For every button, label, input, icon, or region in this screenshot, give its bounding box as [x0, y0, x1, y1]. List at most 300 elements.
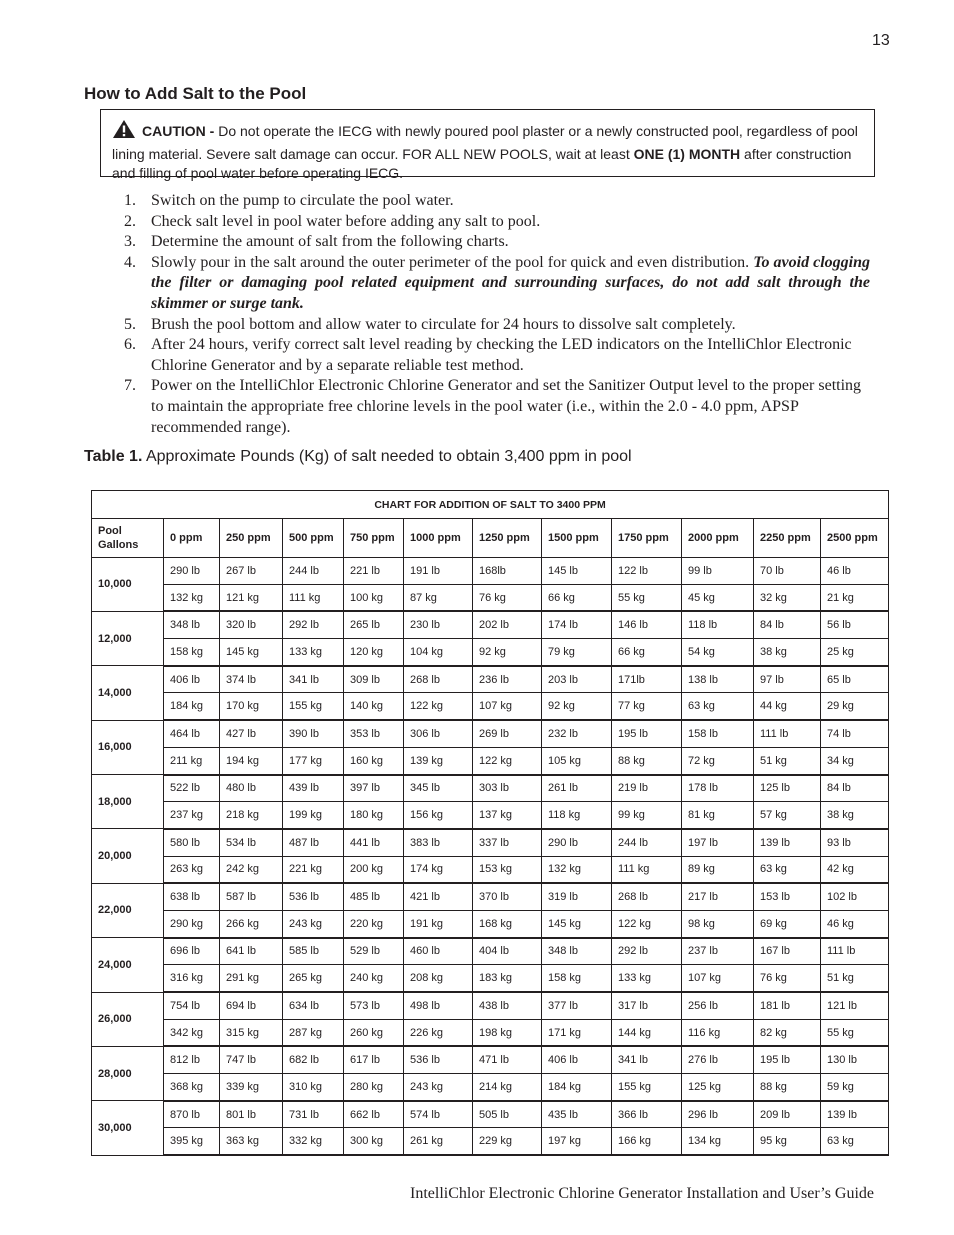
- column-header: 2250 ppm: [754, 519, 821, 558]
- pounds-cell: 505 lb: [473, 1101, 542, 1128]
- kilograms-cell: 290 kg: [164, 910, 220, 937]
- pounds-cell: 267 lb: [220, 558, 283, 585]
- pounds-cell: 102 lb: [821, 883, 889, 910]
- table-row: [92, 910, 889, 937]
- pounds-cell: 138 lb: [682, 666, 754, 693]
- kilograms-cell: 183 kg: [473, 965, 542, 992]
- pounds-cell: 377 lb: [542, 992, 612, 1019]
- step-text: Slowly pour in the salt around the outer perimeter of the pool for quick and even distribution.: [151, 253, 754, 271]
- step-text: After 24 hours, verify correct salt level reading by checking the LED indicators on the IntelliChlor Electronic Chlorine Generator and by a separate reliable test method.: [151, 336, 852, 374]
- kilograms-cell: 95 kg: [754, 1128, 821, 1155]
- kilograms-cell: 69 kg: [754, 910, 821, 937]
- column-header: 1500 ppm: [542, 519, 612, 558]
- pounds-cell: 617 lb: [344, 1046, 404, 1073]
- kilograms-cell: 139 kg: [404, 747, 473, 774]
- kilograms-cell: 29 kg: [821, 693, 889, 720]
- pounds-cell: 536 lb: [283, 883, 344, 910]
- step-item: [114, 232, 870, 253]
- pounds-cell: 74 lb: [821, 720, 889, 747]
- pounds-cell: 319 lb: [542, 883, 612, 910]
- column-header: 2500 ppm: [821, 519, 889, 558]
- pounds-cell: 84 lb: [754, 611, 821, 638]
- kilograms-cell: 92 kg: [542, 693, 612, 720]
- kilograms-cell: 98 kg: [682, 910, 754, 937]
- kilograms-cell: 153 kg: [473, 856, 542, 883]
- pounds-cell: 441 lb: [344, 829, 404, 856]
- kilograms-cell: 51 kg: [754, 747, 821, 774]
- kilograms-cell: 54 kg: [682, 639, 754, 666]
- pool-gallons-header-line: Pool: [98, 525, 122, 537]
- pounds-cell: 121 lb: [821, 992, 889, 1019]
- table-row: [92, 829, 889, 856]
- pounds-cell: 464 lb: [164, 720, 220, 747]
- kilograms-cell: 57 kg: [754, 802, 821, 829]
- kilograms-cell: 300 kg: [344, 1128, 404, 1155]
- kilograms-cell: 45 kg: [682, 584, 754, 611]
- table-row: [92, 1074, 889, 1101]
- pounds-cell: 337 lb: [473, 829, 542, 856]
- kilograms-cell: 76 kg: [754, 965, 821, 992]
- pounds-cell: 99 lb: [682, 558, 754, 585]
- pounds-cell: 46 lb: [821, 558, 889, 585]
- kilograms-cell: 88 kg: [612, 747, 682, 774]
- pounds-cell: 404 lb: [473, 938, 542, 965]
- kilograms-cell: 198 kg: [473, 1019, 542, 1046]
- pool-gallons-cell: 20,000: [92, 829, 164, 883]
- kilograms-cell: 395 kg: [164, 1128, 220, 1155]
- pounds-cell: 191 lb: [404, 558, 473, 585]
- kilograms-cell: 88 kg: [754, 1074, 821, 1101]
- kilograms-cell: 111 kg: [283, 584, 344, 611]
- kilograms-cell: 342 kg: [164, 1019, 220, 1046]
- pounds-cell: 139 lb: [821, 1101, 889, 1128]
- pounds-cell: 118 lb: [682, 611, 754, 638]
- pounds-cell: 870 lb: [164, 1101, 220, 1128]
- pounds-cell: 574 lb: [404, 1101, 473, 1128]
- table-row: [92, 666, 889, 693]
- pounds-cell: 221 lb: [344, 558, 404, 585]
- pool-gallons-cell: 28,000: [92, 1046, 164, 1100]
- pounds-cell: 153 lb: [754, 883, 821, 910]
- table-row: [92, 965, 889, 992]
- pool-gallons-cell: 12,000: [92, 611, 164, 665]
- kilograms-cell: 166 kg: [612, 1128, 682, 1155]
- kilograms-cell: 315 kg: [220, 1019, 283, 1046]
- pounds-cell: 460 lb: [404, 938, 473, 965]
- pounds-cell: 682 lb: [283, 1046, 344, 1073]
- kilograms-cell: 77 kg: [612, 693, 682, 720]
- kilograms-cell: 211 kg: [164, 747, 220, 774]
- kilograms-cell: 155 kg: [283, 693, 344, 720]
- step-text: Brush the pool bottom and allow water to circulate for 24 hours to dissolve salt completely.: [151, 315, 736, 333]
- kilograms-cell: 229 kg: [473, 1128, 542, 1155]
- pounds-cell: 801 lb: [220, 1101, 283, 1128]
- caution-text: Do not operate the IECG with newly poured pool plaster or a newly constructed pool, regardless of pool lining material. Severe salt damage can occur. FOR ALL NEW POOLS, wait at least: [112, 123, 858, 162]
- pool-gallons-header: [92, 519, 164, 558]
- table-row: [92, 883, 889, 910]
- kilograms-cell: 332 kg: [283, 1128, 344, 1155]
- kilograms-cell: 191 kg: [404, 910, 473, 937]
- pounds-cell: 237 lb: [682, 938, 754, 965]
- kilograms-cell: 260 kg: [344, 1019, 404, 1046]
- pounds-cell: 374 lb: [220, 666, 283, 693]
- kilograms-cell: 266 kg: [220, 910, 283, 937]
- step-item: [114, 335, 870, 376]
- kilograms-cell: 199 kg: [283, 802, 344, 829]
- kilograms-cell: 38 kg: [821, 802, 889, 829]
- pounds-cell: 168lb: [473, 558, 542, 585]
- kilograms-cell: 132 kg: [542, 856, 612, 883]
- kilograms-cell: 171 kg: [542, 1019, 612, 1046]
- pounds-cell: 217 lb: [682, 883, 754, 910]
- column-header: 500 ppm: [283, 519, 344, 558]
- kilograms-cell: 237 kg: [164, 802, 220, 829]
- caution-emphasis: ONE (1) MONTH: [633, 145, 741, 162]
- kilograms-cell: 218 kg: [220, 802, 283, 829]
- pounds-cell: 230 lb: [404, 611, 473, 638]
- pounds-cell: 93 lb: [821, 829, 889, 856]
- pounds-cell: 383 lb: [404, 829, 473, 856]
- pounds-cell: 195 lb: [754, 1046, 821, 1073]
- pounds-cell: 487 lb: [283, 829, 344, 856]
- kilograms-cell: 180 kg: [344, 802, 404, 829]
- pounds-cell: 209 lb: [754, 1101, 821, 1128]
- pool-gallons-cell: 24,000: [92, 938, 164, 992]
- pounds-cell: 269 lb: [473, 720, 542, 747]
- kilograms-cell: 100 kg: [344, 584, 404, 611]
- kilograms-cell: 280 kg: [344, 1074, 404, 1101]
- caution-text-end: after construction and filling of pool water before operating IECG.: [112, 145, 852, 181]
- kilograms-cell: 145 kg: [542, 910, 612, 937]
- pounds-cell: 171lb: [612, 666, 682, 693]
- step-item: [114, 376, 870, 438]
- pounds-cell: 641 lb: [220, 938, 283, 965]
- pounds-cell: 471 lb: [473, 1046, 542, 1073]
- pounds-cell: 731 lb: [283, 1101, 344, 1128]
- pounds-cell: 522 lb: [164, 775, 220, 802]
- column-header: 1250 ppm: [473, 519, 542, 558]
- kilograms-cell: 122 kg: [404, 693, 473, 720]
- kilograms-cell: 66 kg: [612, 639, 682, 666]
- step-number: 5.: [124, 315, 136, 333]
- kilograms-cell: 107 kg: [473, 693, 542, 720]
- pounds-cell: 435 lb: [542, 1101, 612, 1128]
- pounds-cell: 219 lb: [612, 775, 682, 802]
- kilograms-cell: 184 kg: [164, 693, 220, 720]
- pounds-cell: 585 lb: [283, 938, 344, 965]
- kilograms-cell: 38 kg: [754, 639, 821, 666]
- kilograms-cell: 208 kg: [404, 965, 473, 992]
- kilograms-cell: 156 kg: [404, 802, 473, 829]
- kilograms-cell: 82 kg: [754, 1019, 821, 1046]
- kilograms-cell: 291 kg: [220, 965, 283, 992]
- kilograms-cell: 197 kg: [542, 1128, 612, 1155]
- pool-gallons-cell: 30,000: [92, 1101, 164, 1155]
- kilograms-cell: 134 kg: [682, 1128, 754, 1155]
- step-number: 2.: [124, 212, 136, 230]
- pounds-cell: 303 lb: [473, 775, 542, 802]
- kilograms-cell: 220 kg: [344, 910, 404, 937]
- table-row: [92, 558, 889, 585]
- kilograms-cell: 226 kg: [404, 1019, 473, 1046]
- column-header-row: [92, 519, 889, 558]
- kilograms-cell: 265 kg: [283, 965, 344, 992]
- pounds-cell: 320 lb: [220, 611, 283, 638]
- pounds-cell: 812 lb: [164, 1046, 220, 1073]
- kilograms-cell: 133 kg: [612, 965, 682, 992]
- kilograms-cell: 144 kg: [612, 1019, 682, 1046]
- pounds-cell: 498 lb: [404, 992, 473, 1019]
- kilograms-cell: 132 kg: [164, 584, 220, 611]
- kilograms-cell: 34 kg: [821, 747, 889, 774]
- kilograms-cell: 363 kg: [220, 1128, 283, 1155]
- table-row: [92, 938, 889, 965]
- pounds-cell: 438 lb: [473, 992, 542, 1019]
- page-number: 13: [872, 32, 890, 49]
- pounds-cell: 167 lb: [754, 938, 821, 965]
- kilograms-cell: 107 kg: [682, 965, 754, 992]
- kilograms-cell: 145 kg: [220, 639, 283, 666]
- kilograms-cell: 125 kg: [682, 1074, 754, 1101]
- kilograms-cell: 240 kg: [344, 965, 404, 992]
- pounds-cell: 256 lb: [682, 992, 754, 1019]
- pounds-cell: 341 lb: [612, 1046, 682, 1073]
- pounds-cell: 292 lb: [612, 938, 682, 965]
- kilograms-cell: 87 kg: [404, 584, 473, 611]
- pounds-cell: 268 lb: [404, 666, 473, 693]
- pounds-cell: 348 lb: [542, 938, 612, 965]
- kilograms-cell: 214 kg: [473, 1074, 542, 1101]
- step-number: 7.: [124, 377, 136, 395]
- kilograms-cell: 122 kg: [473, 747, 542, 774]
- kilograms-cell: 158 kg: [542, 965, 612, 992]
- kilograms-cell: 105 kg: [542, 747, 612, 774]
- pounds-cell: 406 lb: [164, 666, 220, 693]
- step-text: Switch on the pump to circulate the pool water.: [151, 192, 454, 209]
- pounds-cell: 111 lb: [754, 720, 821, 747]
- warning-triangle-icon: [112, 119, 136, 145]
- pounds-cell: 268 lb: [612, 883, 682, 910]
- kilograms-cell: 72 kg: [682, 747, 754, 774]
- pounds-cell: 65 lb: [821, 666, 889, 693]
- kilograms-cell: 51 kg: [821, 965, 889, 992]
- column-header: 2000 ppm: [682, 519, 754, 558]
- pounds-cell: 56 lb: [821, 611, 889, 638]
- step-item: [114, 191, 870, 212]
- column-header: 1750 ppm: [612, 519, 682, 558]
- table-row: [92, 611, 889, 638]
- kilograms-cell: 160 kg: [344, 747, 404, 774]
- footer-guide-title: IntelliChlor Electronic Chlorine Generator Installation and User’s Guide: [410, 1185, 875, 1202]
- table-row: [92, 992, 889, 1019]
- column-header: 250 ppm: [220, 519, 283, 558]
- kilograms-cell: 133 kg: [283, 639, 344, 666]
- kilograms-cell: 368 kg: [164, 1074, 220, 1101]
- pounds-cell: 145 lb: [542, 558, 612, 585]
- chart-body: [92, 558, 889, 1156]
- pounds-cell: 276 lb: [682, 1046, 754, 1073]
- pounds-cell: 534 lb: [220, 829, 283, 856]
- pounds-cell: 292 lb: [283, 611, 344, 638]
- table-row: [92, 693, 889, 720]
- pounds-cell: 130 lb: [821, 1046, 889, 1073]
- column-header: 1000 ppm: [404, 519, 473, 558]
- pool-gallons-cell: 26,000: [92, 992, 164, 1046]
- kilograms-cell: 158 kg: [164, 639, 220, 666]
- pounds-cell: 406 lb: [542, 1046, 612, 1073]
- pounds-cell: 587 lb: [220, 883, 283, 910]
- kilograms-cell: 25 kg: [821, 639, 889, 666]
- instruction-steps: [114, 191, 870, 438]
- step-text: Determine the amount of salt from the following charts.: [151, 233, 509, 251]
- step-number: 4.: [124, 253, 136, 271]
- pounds-cell: 439 lb: [283, 775, 344, 802]
- pounds-cell: 427 lb: [220, 720, 283, 747]
- step-item: [114, 315, 870, 336]
- table-row: [92, 639, 889, 666]
- column-header: 750 ppm: [344, 519, 404, 558]
- caution-box: [100, 109, 875, 181]
- pounds-cell: 181 lb: [754, 992, 821, 1019]
- table-row: [92, 1101, 889, 1128]
- pounds-cell: 296 lb: [682, 1101, 754, 1128]
- kilograms-cell: 184 kg: [542, 1074, 612, 1101]
- pounds-cell: 202 lb: [473, 611, 542, 638]
- pool-gallons-cell: 18,000: [92, 775, 164, 829]
- section-title: How to Add Salt to the Pool: [84, 84, 307, 103]
- pounds-cell: 341 lb: [283, 666, 344, 693]
- pounds-cell: 111 lb: [821, 938, 889, 965]
- kilograms-cell: 174 kg: [404, 856, 473, 883]
- table-row: [92, 1046, 889, 1073]
- kilograms-cell: 21 kg: [821, 584, 889, 611]
- kilograms-cell: 316 kg: [164, 965, 220, 992]
- kilograms-cell: 200 kg: [344, 856, 404, 883]
- pounds-cell: 97 lb: [754, 666, 821, 693]
- kilograms-cell: 177 kg: [283, 747, 344, 774]
- pounds-cell: 195 lb: [612, 720, 682, 747]
- kilograms-cell: 120 kg: [344, 639, 404, 666]
- pounds-cell: 290 lb: [164, 558, 220, 585]
- kilograms-cell: 140 kg: [344, 693, 404, 720]
- kilograms-cell: 287 kg: [283, 1019, 344, 1046]
- kilograms-cell: 194 kg: [220, 747, 283, 774]
- pounds-cell: 309 lb: [344, 666, 404, 693]
- chart-title: CHART FOR ADDITION OF SALT TO 3400 PPM: [92, 491, 889, 519]
- pounds-cell: 125 lb: [754, 775, 821, 802]
- kilograms-cell: 310 kg: [283, 1074, 344, 1101]
- caution-label: CAUTION -: [142, 123, 215, 139]
- pool-gallons-cell: 14,000: [92, 666, 164, 720]
- pounds-cell: 662 lb: [344, 1101, 404, 1128]
- pounds-cell: 485 lb: [344, 883, 404, 910]
- kilograms-cell: 261 kg: [404, 1128, 473, 1155]
- kilograms-cell: 243 kg: [283, 910, 344, 937]
- kilograms-cell: 111 kg: [612, 856, 682, 883]
- pounds-cell: 197 lb: [682, 829, 754, 856]
- pounds-cell: 317 lb: [612, 992, 682, 1019]
- pounds-cell: 70 lb: [754, 558, 821, 585]
- kilograms-cell: 63 kg: [754, 856, 821, 883]
- kilograms-cell: 263 kg: [164, 856, 220, 883]
- kilograms-cell: 44 kg: [754, 693, 821, 720]
- table-caption-label: Table 1.: [84, 448, 143, 465]
- kilograms-cell: 242 kg: [220, 856, 283, 883]
- pounds-cell: 694 lb: [220, 992, 283, 1019]
- pounds-cell: 573 lb: [344, 992, 404, 1019]
- table-row: [92, 1019, 889, 1046]
- kilograms-cell: 122 kg: [612, 910, 682, 937]
- table-row: [92, 747, 889, 774]
- pounds-cell: 370 lb: [473, 883, 542, 910]
- pounds-cell: 366 lb: [612, 1101, 682, 1128]
- pool-gallons-header-line: Gallons: [98, 539, 139, 551]
- kilograms-cell: 137 kg: [473, 802, 542, 829]
- pounds-cell: 146 lb: [612, 611, 682, 638]
- step-text: Power on the IntelliChlor Electronic Chlorine Generator and set the Sanitizer Output level to the proper setting to maintain the appropriate free chlorine levels in the pool water (i.e., within the 2.0 - 4.0 ppm, APSP recommended range).: [151, 377, 862, 436]
- pounds-cell: 139 lb: [754, 829, 821, 856]
- pounds-cell: 244 lb: [612, 829, 682, 856]
- pounds-cell: 480 lb: [220, 775, 283, 802]
- pounds-cell: 122 lb: [612, 558, 682, 585]
- pounds-cell: 244 lb: [283, 558, 344, 585]
- pounds-cell: 178 lb: [682, 775, 754, 802]
- pounds-cell: 536 lb: [404, 1046, 473, 1073]
- table-row: [92, 856, 889, 883]
- pounds-cell: 390 lb: [283, 720, 344, 747]
- kilograms-cell: 92 kg: [473, 639, 542, 666]
- pounds-cell: 754 lb: [164, 992, 220, 1019]
- kilograms-cell: 55 kg: [821, 1019, 889, 1046]
- kilograms-cell: 221 kg: [283, 856, 344, 883]
- pool-gallons-cell: 16,000: [92, 720, 164, 774]
- kilograms-cell: 170 kg: [220, 693, 283, 720]
- kilograms-cell: 155 kg: [612, 1074, 682, 1101]
- pounds-cell: 174 lb: [542, 611, 612, 638]
- table-row: [92, 1128, 889, 1155]
- kilograms-cell: 63 kg: [682, 693, 754, 720]
- step-number: 1.: [124, 192, 136, 209]
- kilograms-cell: 76 kg: [473, 584, 542, 611]
- kilograms-cell: 32 kg: [754, 584, 821, 611]
- table-caption: [84, 448, 632, 466]
- table-row: [92, 584, 889, 611]
- kilograms-cell: 116 kg: [682, 1019, 754, 1046]
- step-item: [114, 212, 870, 233]
- kilograms-cell: 46 kg: [821, 910, 889, 937]
- kilograms-cell: 81 kg: [682, 802, 754, 829]
- pounds-cell: 236 lb: [473, 666, 542, 693]
- pounds-cell: 638 lb: [164, 883, 220, 910]
- kilograms-cell: 66 kg: [542, 584, 612, 611]
- kilograms-cell: 42 kg: [821, 856, 889, 883]
- kilograms-cell: 168 kg: [473, 910, 542, 937]
- pounds-cell: 265 lb: [344, 611, 404, 638]
- pool-gallons-cell: 10,000: [92, 558, 164, 612]
- pounds-cell: 529 lb: [344, 938, 404, 965]
- kilograms-cell: 121 kg: [220, 584, 283, 611]
- kilograms-cell: 63 kg: [821, 1128, 889, 1155]
- pounds-cell: 421 lb: [404, 883, 473, 910]
- pounds-cell: 158 lb: [682, 720, 754, 747]
- pounds-cell: 345 lb: [404, 775, 473, 802]
- pounds-cell: 397 lb: [344, 775, 404, 802]
- pounds-cell: 290 lb: [542, 829, 612, 856]
- kilograms-cell: 79 kg: [542, 639, 612, 666]
- pounds-cell: 353 lb: [344, 720, 404, 747]
- pounds-cell: 634 lb: [283, 992, 344, 1019]
- pounds-cell: 203 lb: [542, 666, 612, 693]
